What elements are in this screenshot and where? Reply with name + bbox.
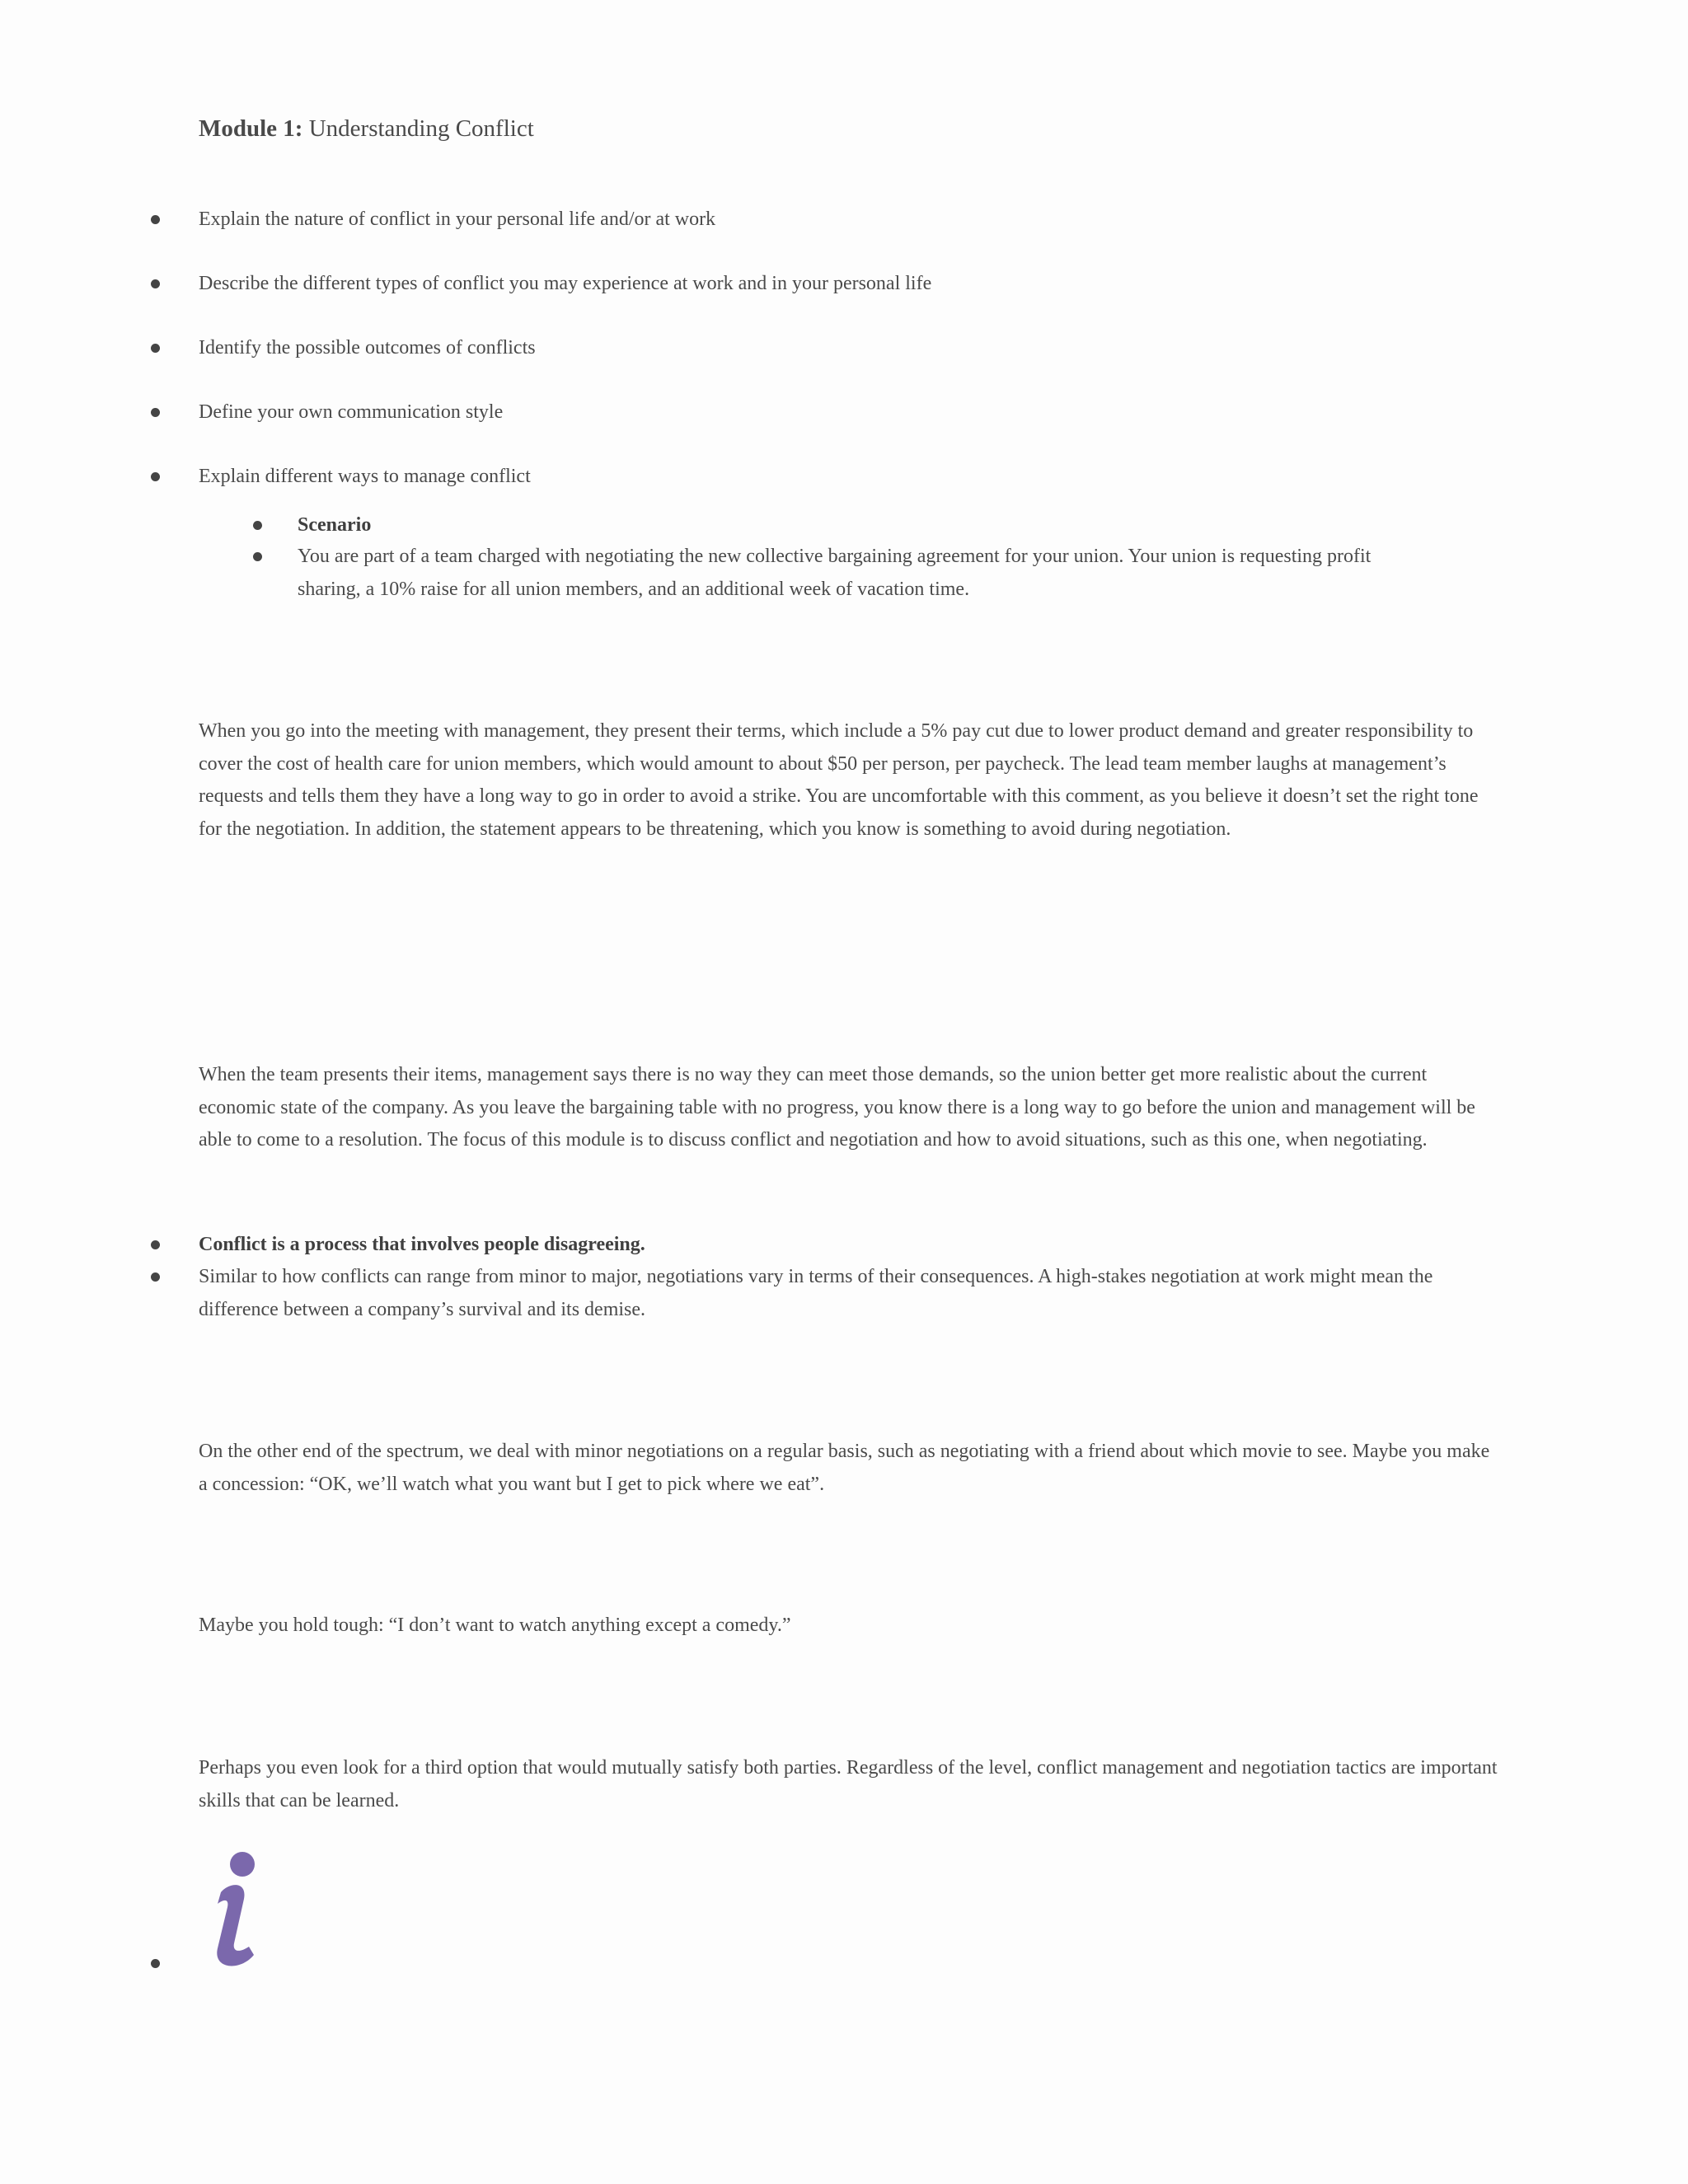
- bullet-dot: [151, 279, 160, 288]
- info-icon: [201, 1851, 264, 1975]
- objective-item: Describe the different types of conflict you may experience at work and in your personal life: [199, 267, 1501, 300]
- objective-item: Explain different ways to manage conflict: [199, 460, 1501, 493]
- objective-item: Define your own communication style: [199, 396, 1501, 429]
- hold-tough-paragraph: Maybe you hold tough: “I don’t want to watch anything except a comedy.”: [199, 1615, 791, 1636]
- scenario-heading: Scenario: [298, 509, 1451, 541]
- module-label: Module 1:: [199, 115, 303, 142]
- bullet-dot: [151, 1959, 160, 1968]
- bullet-dot: [151, 1240, 160, 1249]
- third-option-paragraph: Perhaps you even look for a third option that would mutually satisfy both parties. Regardless of the level, conflict management and negotiation tactics are important skills that can be learned.: [199, 1757, 1498, 1811]
- conflict-definition: Conflict is a process that involves people disagreeing.: [199, 1228, 1501, 1261]
- objective-item: Explain the nature of conflict in your personal life and/or at work: [199, 203, 1501, 236]
- module-name: Understanding Conflict: [308, 115, 534, 142]
- scenario-text: You are part of a team charged with negotiating the new collective bargaining agreement for your union. Your union is requesting profit sharing, a 10% raise for all union members, and an additional week of vacation time.: [298, 540, 1435, 606]
- bullet-dot: [253, 521, 262, 530]
- bullet-dot: [151, 1272, 160, 1282]
- objective-item: Identify the possible outcomes of conflicts: [199, 331, 1501, 364]
- bullet-dot: [151, 215, 160, 224]
- bullet-dot: [253, 552, 262, 561]
- bullet-dot: [151, 472, 160, 481]
- module-title: [199, 112, 534, 145]
- other-end-paragraph: On the other end of the spectrum, we deal with minor negotiations on a regular basis, such as negotiating with a friend about which movie to see. Maybe you make a concession: “OK, we’ll watch what you want but I get to pick where we eat”.: [199, 1441, 1490, 1495]
- conflict-range: Similar to how conflicts can range from minor to major, negotiations vary in terms of their consequences. A high-stakes negotiation at work might mean the difference between a company’s survival and its demise.: [199, 1260, 1501, 1326]
- meeting-paragraph: When you go into the meeting with management, they present their terms, which include a 5% pay cut due to lower product demand and greater responsibility to cover the cost of health care for union members, which would amount to about $50 per person, per paycheck. The lead team member laughs at management’s requests and tells them they have a long way to go in order to avoid a strike. You are uncomfortable with this comment, as you believe it doesn’t set the right tone for the negotiation. In addition, the statement appears to be threatening, which you know is something to avoid during negotiation.: [199, 720, 1479, 840]
- bullet-dot: [151, 344, 160, 353]
- bullet-dot: [151, 408, 160, 417]
- team-presents-paragraph: When the team presents their items, management says there is no way they can meet those demands, so the union better get more realistic about the current economic state of the company. As you leave the bargaining table with no progress, you know there is a long way to go before the union and management will be able to come to a resolution. The focus of this module is to discuss conflict and negotiation and how to avoid situations, such as this one, when negotiating.: [199, 1064, 1475, 1151]
